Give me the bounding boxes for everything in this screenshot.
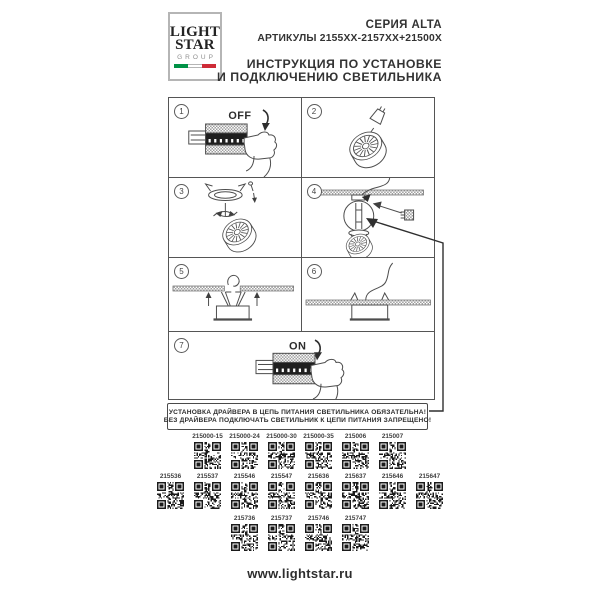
instruction-title-line2: И ПОДКЛЮЧЕНИЮ СВЕТИЛЬНИКА [217, 70, 442, 84]
step-number: 2 [311, 107, 317, 116]
step-cell-1 [169, 98, 302, 178]
screw-icon [249, 182, 257, 203]
step-number: 3 [179, 187, 184, 196]
qr-code-image [305, 442, 332, 469]
wire-loop [228, 275, 239, 286]
qr-item [341, 473, 370, 509]
circuit-breaker-icon [273, 353, 315, 383]
spotlight-icon [218, 214, 261, 257]
flag-green-segment [174, 64, 188, 68]
qr-article-label: 215546 [233, 473, 256, 480]
ceiling-icon [307, 190, 423, 195]
qr-article-label: 215737 [270, 515, 293, 522]
cable-box-icon [256, 360, 273, 373]
step-number-badge [174, 264, 189, 279]
qr-item [267, 515, 296, 551]
qr-item [193, 473, 222, 509]
qr-code-image [416, 482, 443, 509]
qr-code-image [342, 442, 369, 469]
qr-article-label: 215537 [196, 473, 219, 480]
qr-article-label: 215736 [233, 515, 256, 522]
detail-magnifier-circle [343, 201, 373, 231]
up-arrow-icon [206, 292, 212, 306]
step-number-badge [307, 264, 322, 279]
logo-word-group: GROUP [177, 53, 216, 61]
qr-article-label: 215646 [381, 473, 404, 480]
qr-article-label: 215647 [418, 473, 441, 480]
qr-code-image [379, 482, 406, 509]
up-arrow-icon [254, 292, 260, 306]
qr-article-label: 215007 [381, 433, 404, 440]
qr-item [230, 515, 259, 551]
website-url: www.lightstar.ru [247, 566, 353, 581]
step-number: 6 [311, 267, 317, 276]
qr-article-label: 215000-30 [266, 433, 297, 440]
flag-red-segment [202, 64, 216, 68]
qr-code-image [231, 524, 258, 551]
qr-item [304, 433, 333, 469]
qr-article-label: 215636 [307, 473, 330, 480]
fixture-body-icon [351, 305, 387, 319]
qr-code-image [194, 482, 221, 509]
step-number: 4 [311, 187, 317, 196]
qr-code-image [268, 442, 295, 469]
qr-code-image [268, 524, 295, 551]
fixture-body-icon [216, 306, 249, 319]
breaker-on-illustration [169, 332, 434, 399]
qr-item [341, 433, 370, 469]
step-number-badge [174, 104, 189, 119]
qr-code-image [268, 482, 295, 509]
logo-word-light: LIGHT [169, 23, 221, 40]
series-title: СЕРИЯ ALTA [365, 19, 442, 31]
qr-code-image [342, 482, 369, 509]
qr-item [193, 433, 222, 469]
step-number: 1 [179, 107, 184, 116]
pointing-hand-icon [311, 359, 344, 399]
qr-article-label: 215000-35 [303, 433, 334, 440]
circuit-breaker-icon [206, 124, 248, 154]
document-header [217, 19, 442, 84]
qr-item [304, 515, 333, 551]
qr-article-label: 215547 [270, 473, 293, 480]
qr-code-image [305, 482, 332, 509]
ceiling-icon [305, 300, 430, 305]
qr-article-label: 215006 [344, 433, 367, 440]
driver-warning-box [163, 403, 432, 430]
qr-code-image [157, 482, 184, 509]
step-number: 7 [179, 341, 184, 350]
italian-flag-icon [174, 64, 216, 68]
logo-word-star: STAR [175, 36, 215, 53]
qr-article-label: 215746 [307, 515, 330, 522]
driver-connector-icon [400, 210, 413, 220]
lightstar-logo [168, 12, 222, 81]
qr-item [230, 433, 259, 469]
spring-clips-icon [350, 293, 388, 300]
flag-white-segment [188, 64, 202, 68]
qr-item [378, 433, 407, 469]
qr-row-3 [150, 515, 450, 551]
power-off-label: OFF [228, 109, 252, 123]
supply-wire [365, 263, 392, 300]
pointing-hand-icon [244, 132, 276, 177]
step-cell-3 [169, 178, 302, 258]
step-number: 5 [179, 267, 184, 276]
qr-item [267, 433, 296, 469]
ceiling-icon [240, 286, 293, 291]
qr-item [230, 473, 259, 509]
step-number-badge [307, 184, 322, 199]
step-cell-7 [169, 332, 434, 399]
warning-line-1: УСТАНОВКА ДРАЙВЕРА В ЦЕПЬ ПИТАНИЯ СВЕТИЛЬНИКА ОБЯЗАТЕЛЬНА! [168, 409, 427, 416]
spotlight-icon [344, 126, 391, 173]
step-number-badge [174, 338, 189, 353]
mounting-ring-icon [206, 184, 246, 201]
step-number-badge [307, 104, 322, 119]
installation-steps-grid [168, 97, 435, 400]
step-cell-2 [302, 98, 435, 178]
power-on-label: ON [289, 340, 307, 353]
qr-item [304, 473, 333, 509]
spotlight-icon [342, 230, 375, 257]
qr-code-image [379, 442, 406, 469]
step-number-badge [174, 184, 189, 199]
step-cell-5 [169, 258, 302, 332]
qr-article-label: 215747 [344, 515, 367, 522]
warning-line-2: БЕЗ ДРАЙВЕРА ПОДКЛЮЧАТЬ СВЕТИЛЬНИК К ЦЕПИ ПИТАНИЯ ЗАПРЕЩЕНО! [163, 417, 432, 424]
qr-article-label: 215000-24 [229, 433, 260, 440]
qr-item [378, 473, 407, 509]
ceiling-icon [173, 286, 224, 291]
wire-connector-icon [370, 104, 388, 124]
cable-box-icon [189, 131, 206, 144]
qr-item [415, 473, 444, 509]
qr-item [267, 473, 296, 509]
step-cell-6 [302, 258, 435, 332]
connector-pointer-line [376, 205, 401, 213]
qr-item [341, 515, 370, 551]
qr-row-1 [150, 433, 450, 469]
qr-article-label: 215000-15 [192, 433, 223, 440]
instruction-title-line1: ИНСТРУКЦИЯ ПО УСТАНОВКЕ [246, 57, 442, 71]
qr-article-label: 215536 [159, 473, 182, 480]
qr-code-image [231, 482, 258, 509]
qr-code-image [231, 442, 258, 469]
qr-code-image [342, 524, 369, 551]
qr-row-2 [150, 473, 450, 509]
qr-code-image [194, 442, 221, 469]
qr-article-label: 215637 [344, 473, 367, 480]
qr-item [156, 473, 185, 509]
step-cell-4 [302, 178, 435, 258]
articles-line: АРТИКУЛЫ 2155ХХ-2157ХХ+21500Х [257, 33, 442, 44]
qr-code-image [305, 524, 332, 551]
spring-clips-icon [221, 292, 245, 306]
